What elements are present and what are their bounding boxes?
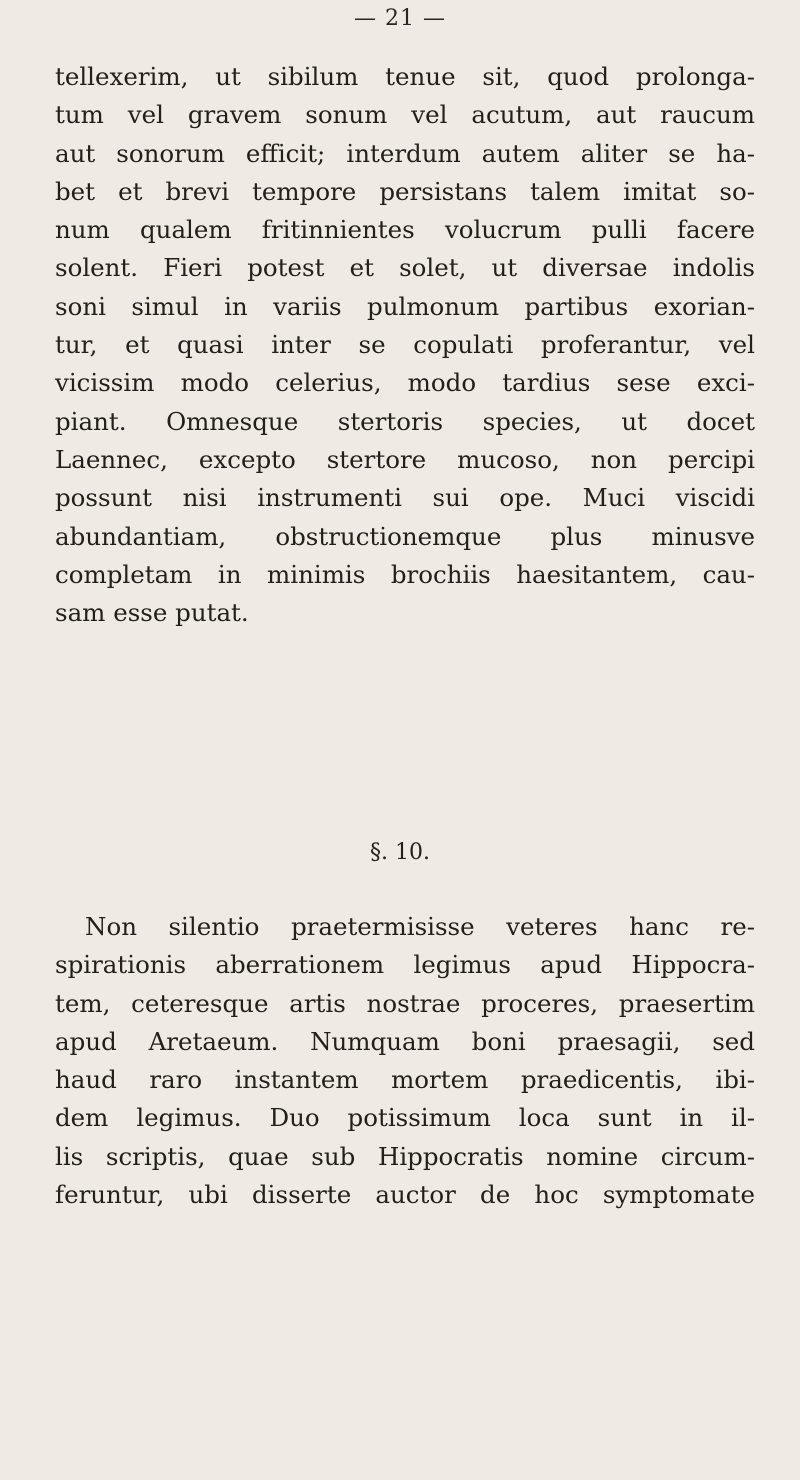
text-line: Laennec, excepto stertore mucoso, non percipi xyxy=(55,444,755,474)
page-number: — 21 — xyxy=(354,6,446,31)
text-line: feruntur, ubi disserte auctor de hoc symptomate xyxy=(55,1180,755,1210)
paragraph-2 xyxy=(55,908,755,1214)
text-line: Non silentio praetermisisse veteres hanc re- xyxy=(85,912,755,941)
text-line: haud raro instantem mortem praedicentis, ibi- xyxy=(55,1065,755,1095)
text-line: solent. Fieri potest et solet, ut diversae indolis xyxy=(55,253,755,283)
text-line: sam esse putat. xyxy=(55,598,249,628)
text-line: piant. Omnesque stertoris species, ut docet xyxy=(55,406,755,436)
text-line: lis scriptis, quae sub Hippocratis nomine circum- xyxy=(55,1141,755,1171)
text-line: aut sonorum efficit; interdum autem aliter se ha- xyxy=(55,138,755,168)
text-line: soni simul in variis pulmonum partibus exorian- xyxy=(55,291,755,321)
text-line: tum vel gravem sonum vel acutum, aut raucum xyxy=(55,100,755,130)
text-line: bet et brevi tempore persistans talem imitat so- xyxy=(55,176,755,206)
text-line: spirationis aberrationem legimus apud Hippocra- xyxy=(55,950,755,980)
text-line: dem legimus. Duo potissimum loca sunt in il- xyxy=(55,1103,755,1133)
section-heading: §. 10. xyxy=(370,840,430,865)
text-line: tellexerim, ut sibilum tenue sit, quod prolonga- xyxy=(55,62,755,91)
paragraph-1 xyxy=(55,58,755,632)
text-line: tur, et quasi inter se copulati proferantur, vel xyxy=(55,330,755,360)
text-line: abundantiam, obstructionemque plus minusve xyxy=(55,521,755,551)
text-line: num qualem fritinnientes volucrum pulli facere xyxy=(55,215,755,245)
text-line: apud Aretaeum. Numquam boni praesagii, sed xyxy=(55,1026,755,1056)
text-line: completam in minimis brochiis haesitantem, cau- xyxy=(55,559,755,589)
text-line: vicissim modo celerius, modo tardius sese exci- xyxy=(55,368,755,398)
text-line: tem, ceteresque artis nostrae proceres, praesertim xyxy=(55,988,755,1018)
text-line: possunt nisi instrumenti sui ope. Muci viscidi xyxy=(55,483,755,513)
